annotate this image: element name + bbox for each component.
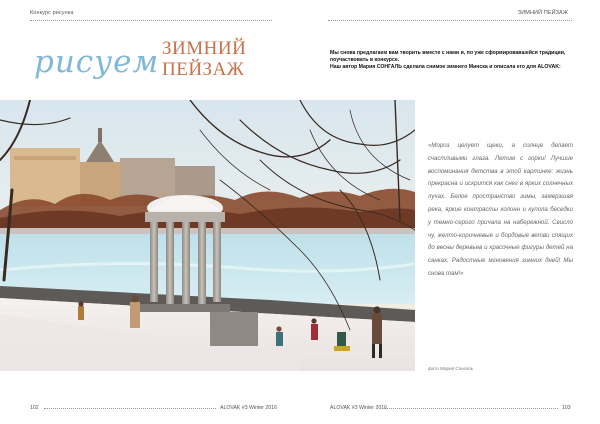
section-label-left: Конкурс рисунка [30, 10, 74, 16]
winter-scene-illustration [0, 100, 415, 371]
issue-label-right: ALOVAK #3 Winter 2016 [330, 405, 387, 411]
intro-text [330, 50, 576, 72]
title-line-2: ПЕЙЗАЖ [162, 59, 245, 80]
section-label-right: ЗИМНИЙ ПЕЙЗАЖ [517, 10, 568, 16]
photo-credit: фото Мария Сонгаль [428, 366, 474, 371]
intro-line-3: Наш автор Мария СОНГАЛЬ сделала снимок зимнего Минска и описала его для ALOVAK: [330, 64, 561, 71]
page-title [162, 38, 246, 80]
header-rule-right [328, 20, 572, 21]
quote-text: «Мороз целует щеки, а солнце делает счастливыми глаза. Летим с горки! Лучшие воспоминания детства в этой картинке: жизнь прекрасна и искрится как снег в ярких солнечных лучах. Белое пространство зимы, замерзшая река, яркие контрасты колонн и купола беседки у темно-серого причала на набережной. Свисло чу, желто-коричневые и бордовые ветви спящих до весны деревьев и красочные фигуры детей на санках. Радостные мгновения зимних дней! Мы снова там!» [428, 142, 573, 277]
winter-photo [0, 100, 415, 371]
footer-rule-right [384, 408, 558, 409]
title-script-word: рисуем [34, 44, 160, 80]
header-rule-left [30, 20, 272, 21]
page-number-right: 103 [562, 405, 571, 411]
intro-line-1: Мы снова предлагаем вам творить вместе с нами и, по уже сформировавшейся традиции, [330, 50, 566, 56]
page-number-left: 102 [30, 405, 39, 411]
intro-line-2: поучаствовать в конкурсе. [330, 57, 400, 64]
footer-rule-left [44, 408, 216, 409]
issue-label-left: ALOVAK #3 Winter 2016 [220, 405, 277, 411]
title-line-1: ЗИМНИЙ [162, 38, 247, 59]
